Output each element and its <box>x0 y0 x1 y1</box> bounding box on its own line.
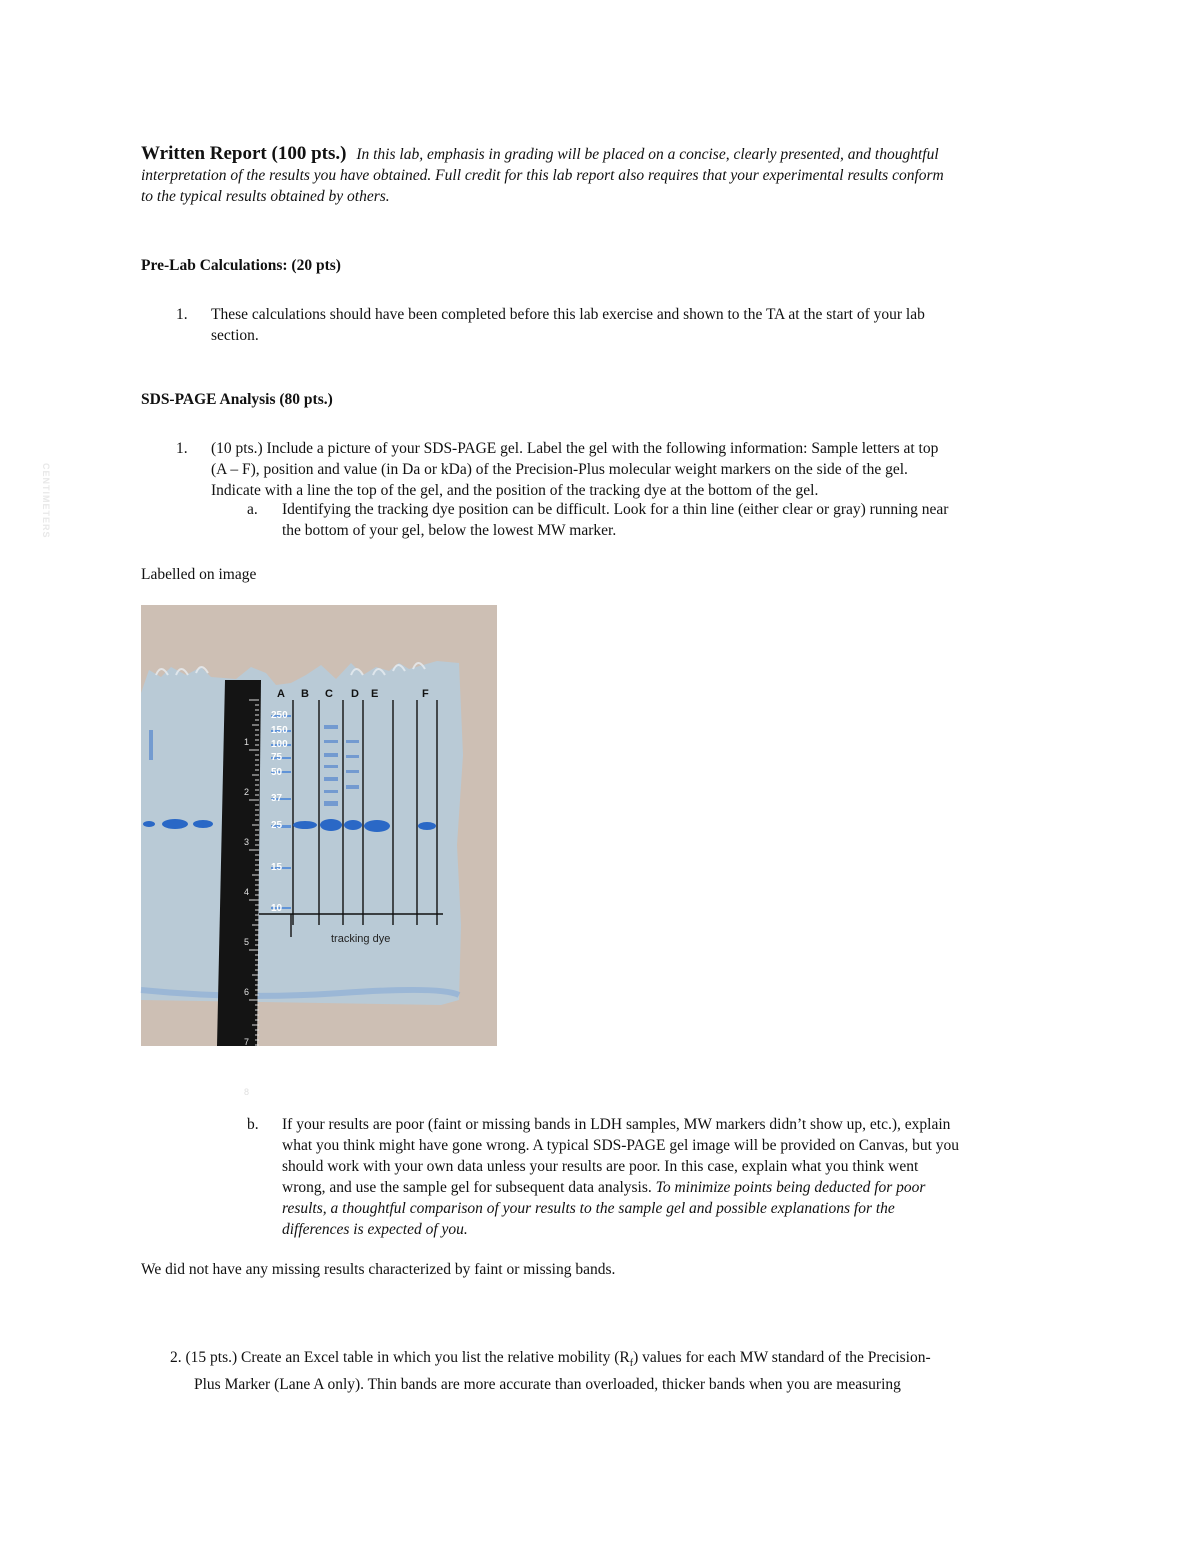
report-intro-2: interpretation of the results you have obtained. Full credit for this lab report also requires that your experimental results conform <box>141 167 944 184</box>
answer-b: We did not have any missing results characterized by faint or missing bands. <box>141 1261 616 1278</box>
report-title: Written Report (100 pts.) <box>141 143 347 164</box>
marker-label-75: 75 <box>271 752 283 763</box>
report-intro-3: to the typical results obtained by others. <box>141 188 390 205</box>
lane-label-b: B <box>301 688 309 700</box>
prelab-item1-line2: section. <box>211 327 259 344</box>
prelab-item1 <box>211 304 1071 346</box>
marker-label-15: 15 <box>271 862 283 873</box>
ruler-label: CENTIMETERS <box>41 463 51 539</box>
sds-item1-line2: (A – F), position and value (in Da or kDa) of the Precision-Plus molecular weight markers on the side of the gel. <box>211 461 908 478</box>
sds-heading: SDS-PAGE Analysis (80 pts.) <box>141 391 333 408</box>
marker-label-100: 100 <box>271 739 288 750</box>
sds-item1-line3: Indicate with a line the top of the gel, and the position of the tracking dye at the bottom of the gel. <box>211 482 819 499</box>
lane-label-a: A <box>277 688 285 700</box>
sds-sub-b-line6: differences is expected of you. <box>282 1221 468 1238</box>
sds-item1 <box>211 438 938 501</box>
sds-sub-b-line2: what you think might have gone wrong. A typical SDS-PAGE gel image will be provided on Canvas, but you <box>282 1137 960 1154</box>
report-header <box>141 143 1081 207</box>
sds-item2-subscript: f <box>629 1358 634 1370</box>
report-intro-1: In this lab, emphasis in grading will be placed on a concise, clearly presented, and thoughtful <box>356 146 939 163</box>
ruler-number: 8 <box>244 1087 250 1097</box>
sds-item2-line1 <box>170 1347 931 1374</box>
marker-label-250: 250 <box>271 710 288 721</box>
marker-label-37: 37 <box>271 793 283 804</box>
sds-sub-b-letter: b. <box>247 1116 259 1133</box>
ruler-number: 4 <box>244 887 250 897</box>
sds-sub-a-letter: a. <box>247 501 258 518</box>
lane-label-e: E <box>371 688 379 700</box>
sds-sub-b-line3: should work with your own data unless your results are poor. In this case, explain what you think went <box>282 1158 919 1175</box>
sds-sub-b-line4a: wrong, and use the sample gel for subsequent data analysis. <box>282 1179 656 1196</box>
gel-slab <box>141 661 463 1005</box>
sds-item1-line1: (10 pts.) Include a picture of your SDS-PAGE gel. Label the gel with the following information: Sample letters at top <box>211 440 939 457</box>
lane-label-d: D <box>351 688 359 700</box>
prelab-item1-number: 1. <box>176 306 188 323</box>
ruler-number: 7 <box>244 1037 250 1047</box>
lane-label-f: F <box>422 688 429 700</box>
ruler-number: 6 <box>244 987 250 997</box>
marker-label-150: 150 <box>271 725 288 736</box>
sds-item2 <box>170 1347 931 1395</box>
prelab-item1-line1: These calculations should have been completed before this lab exercise and shown to the TA at the start of your lab <box>211 306 925 323</box>
tracking-dye-label: tracking dye <box>331 933 391 945</box>
lane-label-c: C <box>325 688 333 700</box>
sds-sub-a-line2: the bottom of your gel, below the lowest MW marker. <box>282 522 617 539</box>
labelled-note: Labelled on image <box>141 566 257 583</box>
sds-sub-b-line4 <box>282 1177 959 1198</box>
sds-sub-a <box>282 499 948 541</box>
ruler-number: 1 <box>244 737 250 747</box>
marker-label-50: 50 <box>271 767 283 778</box>
prelab-heading: Pre-Lab Calculations: (20 pts) <box>141 257 341 274</box>
sds-sub-b-line5: results, a thoughtful comparison of your results to the sample gel and possible explanations for the <box>282 1200 895 1217</box>
sds-item2-line2: Plus Marker (Lane A only). Thin bands are more accurate than overloaded, thicker bands when you are measuring <box>194 1376 901 1394</box>
sds-item1-number: 1. <box>176 440 188 457</box>
sds-sub-a-line1: Identifying the tracking dye position can be difficult. Look for a thin line (either clear or gray) running near <box>282 501 949 518</box>
ruler-number: 3 <box>244 837 250 847</box>
sds-sub-b <box>282 1114 959 1240</box>
ruler-number: 5 <box>244 937 250 947</box>
sds-item2-line1a: 2. (15 pts.) Create an Excel table in which you list the relative mobility (R <box>170 1349 630 1366</box>
marker-label-10: 10 <box>271 903 283 914</box>
ruler-number: 2 <box>244 787 250 797</box>
sds-sub-b-line1: If your results are poor (faint or missing bands in LDH samples, MW markers didn’t show up, etc.), explain <box>282 1116 951 1133</box>
marker-label-25: 25 <box>271 820 283 831</box>
sds-sub-b-line4b: To minimize points being deducted for poor <box>655 1179 926 1196</box>
sds-item2-line1b: ) values for each MW standard of the Precision- <box>633 1349 931 1366</box>
